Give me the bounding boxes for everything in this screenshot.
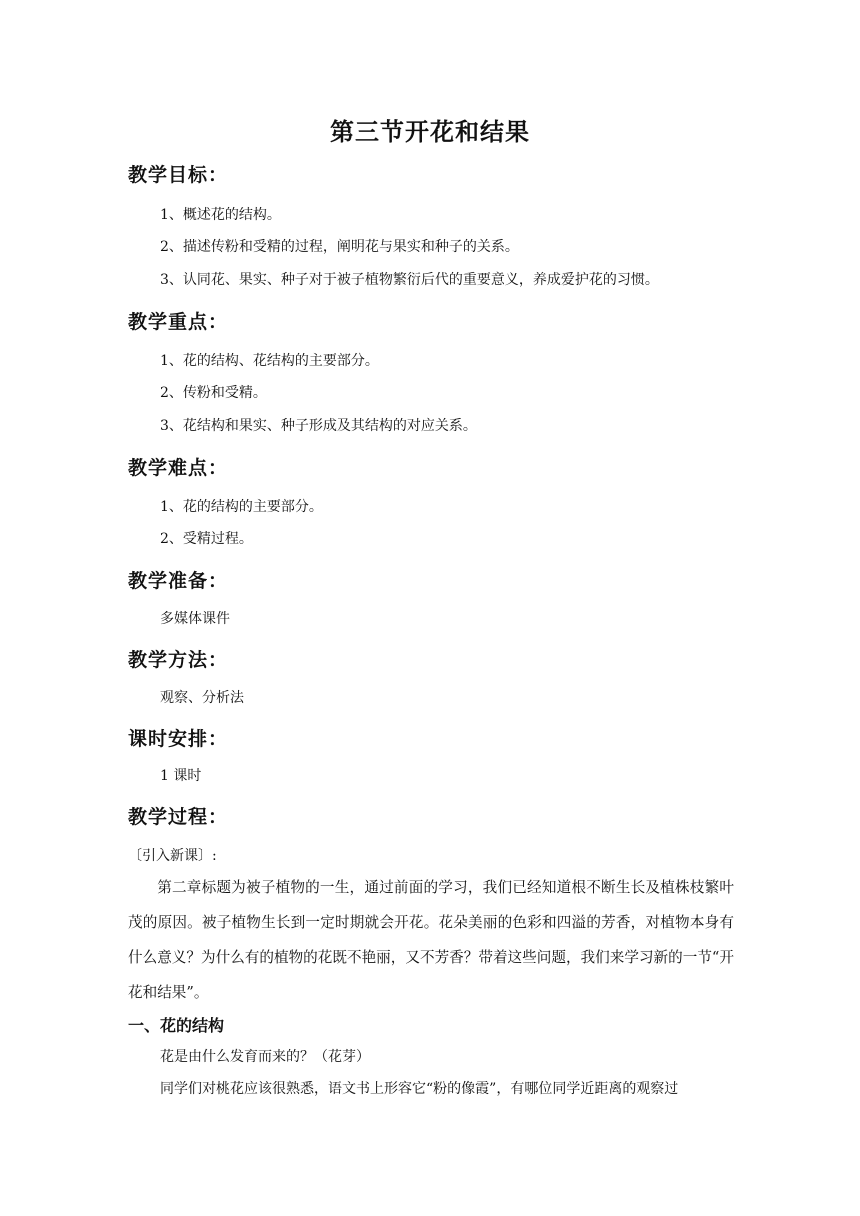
key-point-item-2: 2、传粉和受精。	[160, 385, 267, 401]
objective-item-1: 1、概述花的结构。	[160, 207, 281, 223]
heading-objectives: 教学目标：	[128, 164, 229, 186]
intro-paragraph: 第二章标题为被子植物的一生，通过前面的学习，我们已经知道根不断生长及植株枝繁叶茂的原因。被子植物生长到一定时期就会开花。花朵美丽的色彩和四溢的芳香，对植物本身有什么意义？为什么有的植物的花既不艳丽，又不芳香？带着这些问题，我们来学习新的一节“开花和结果”。	[128, 879, 734, 1001]
preparation-text: 多媒体课件	[160, 611, 230, 627]
objective-item-2: 2、描述传粉和受精的过程，阐明花与果实和种子的关系。	[160, 239, 519, 255]
difficulty-item-2: 2、受精过程。	[160, 531, 253, 547]
question-text: 花是由什么发育而来的？（花芽）	[160, 1049, 370, 1065]
heading-difficulties: 教学难点：	[128, 457, 229, 479]
key-point-item-3: 3、花结构和果实、种子形成及其结构的对应关系。	[160, 418, 477, 434]
key-point-item-1: 1、花的结构、花结构的主要部分。	[160, 353, 379, 369]
subsection-heading-flower-structure: 一、花的结构	[128, 1016, 225, 1035]
heading-method: 教学方法：	[128, 649, 229, 671]
last-line-text: 同学们对桃花应该很熟悉，语文书上形容它“粉的像霞”，有哪位同学近距离的观察过	[160, 1081, 679, 1097]
heading-process: 教学过程：	[128, 806, 229, 828]
heading-preparation: 教学准备：	[128, 570, 229, 592]
page-title: 第三节开花和结果	[330, 118, 530, 146]
objective-item-3: 3、认同花、果实、种子对于被子植物繁衍后代的重要意义，养成爱护花的习惯。	[160, 272, 659, 288]
schedule-text: 1 课时	[160, 768, 202, 784]
method-text: 观察、分析法	[160, 690, 244, 706]
heading-key-points: 教学重点：	[128, 311, 229, 333]
heading-schedule: 课时安排：	[128, 728, 229, 750]
difficulty-item-1: 1、花的结构的主要部分。	[160, 499, 323, 515]
intro-label: 〔引入新课〕:	[128, 848, 217, 864]
